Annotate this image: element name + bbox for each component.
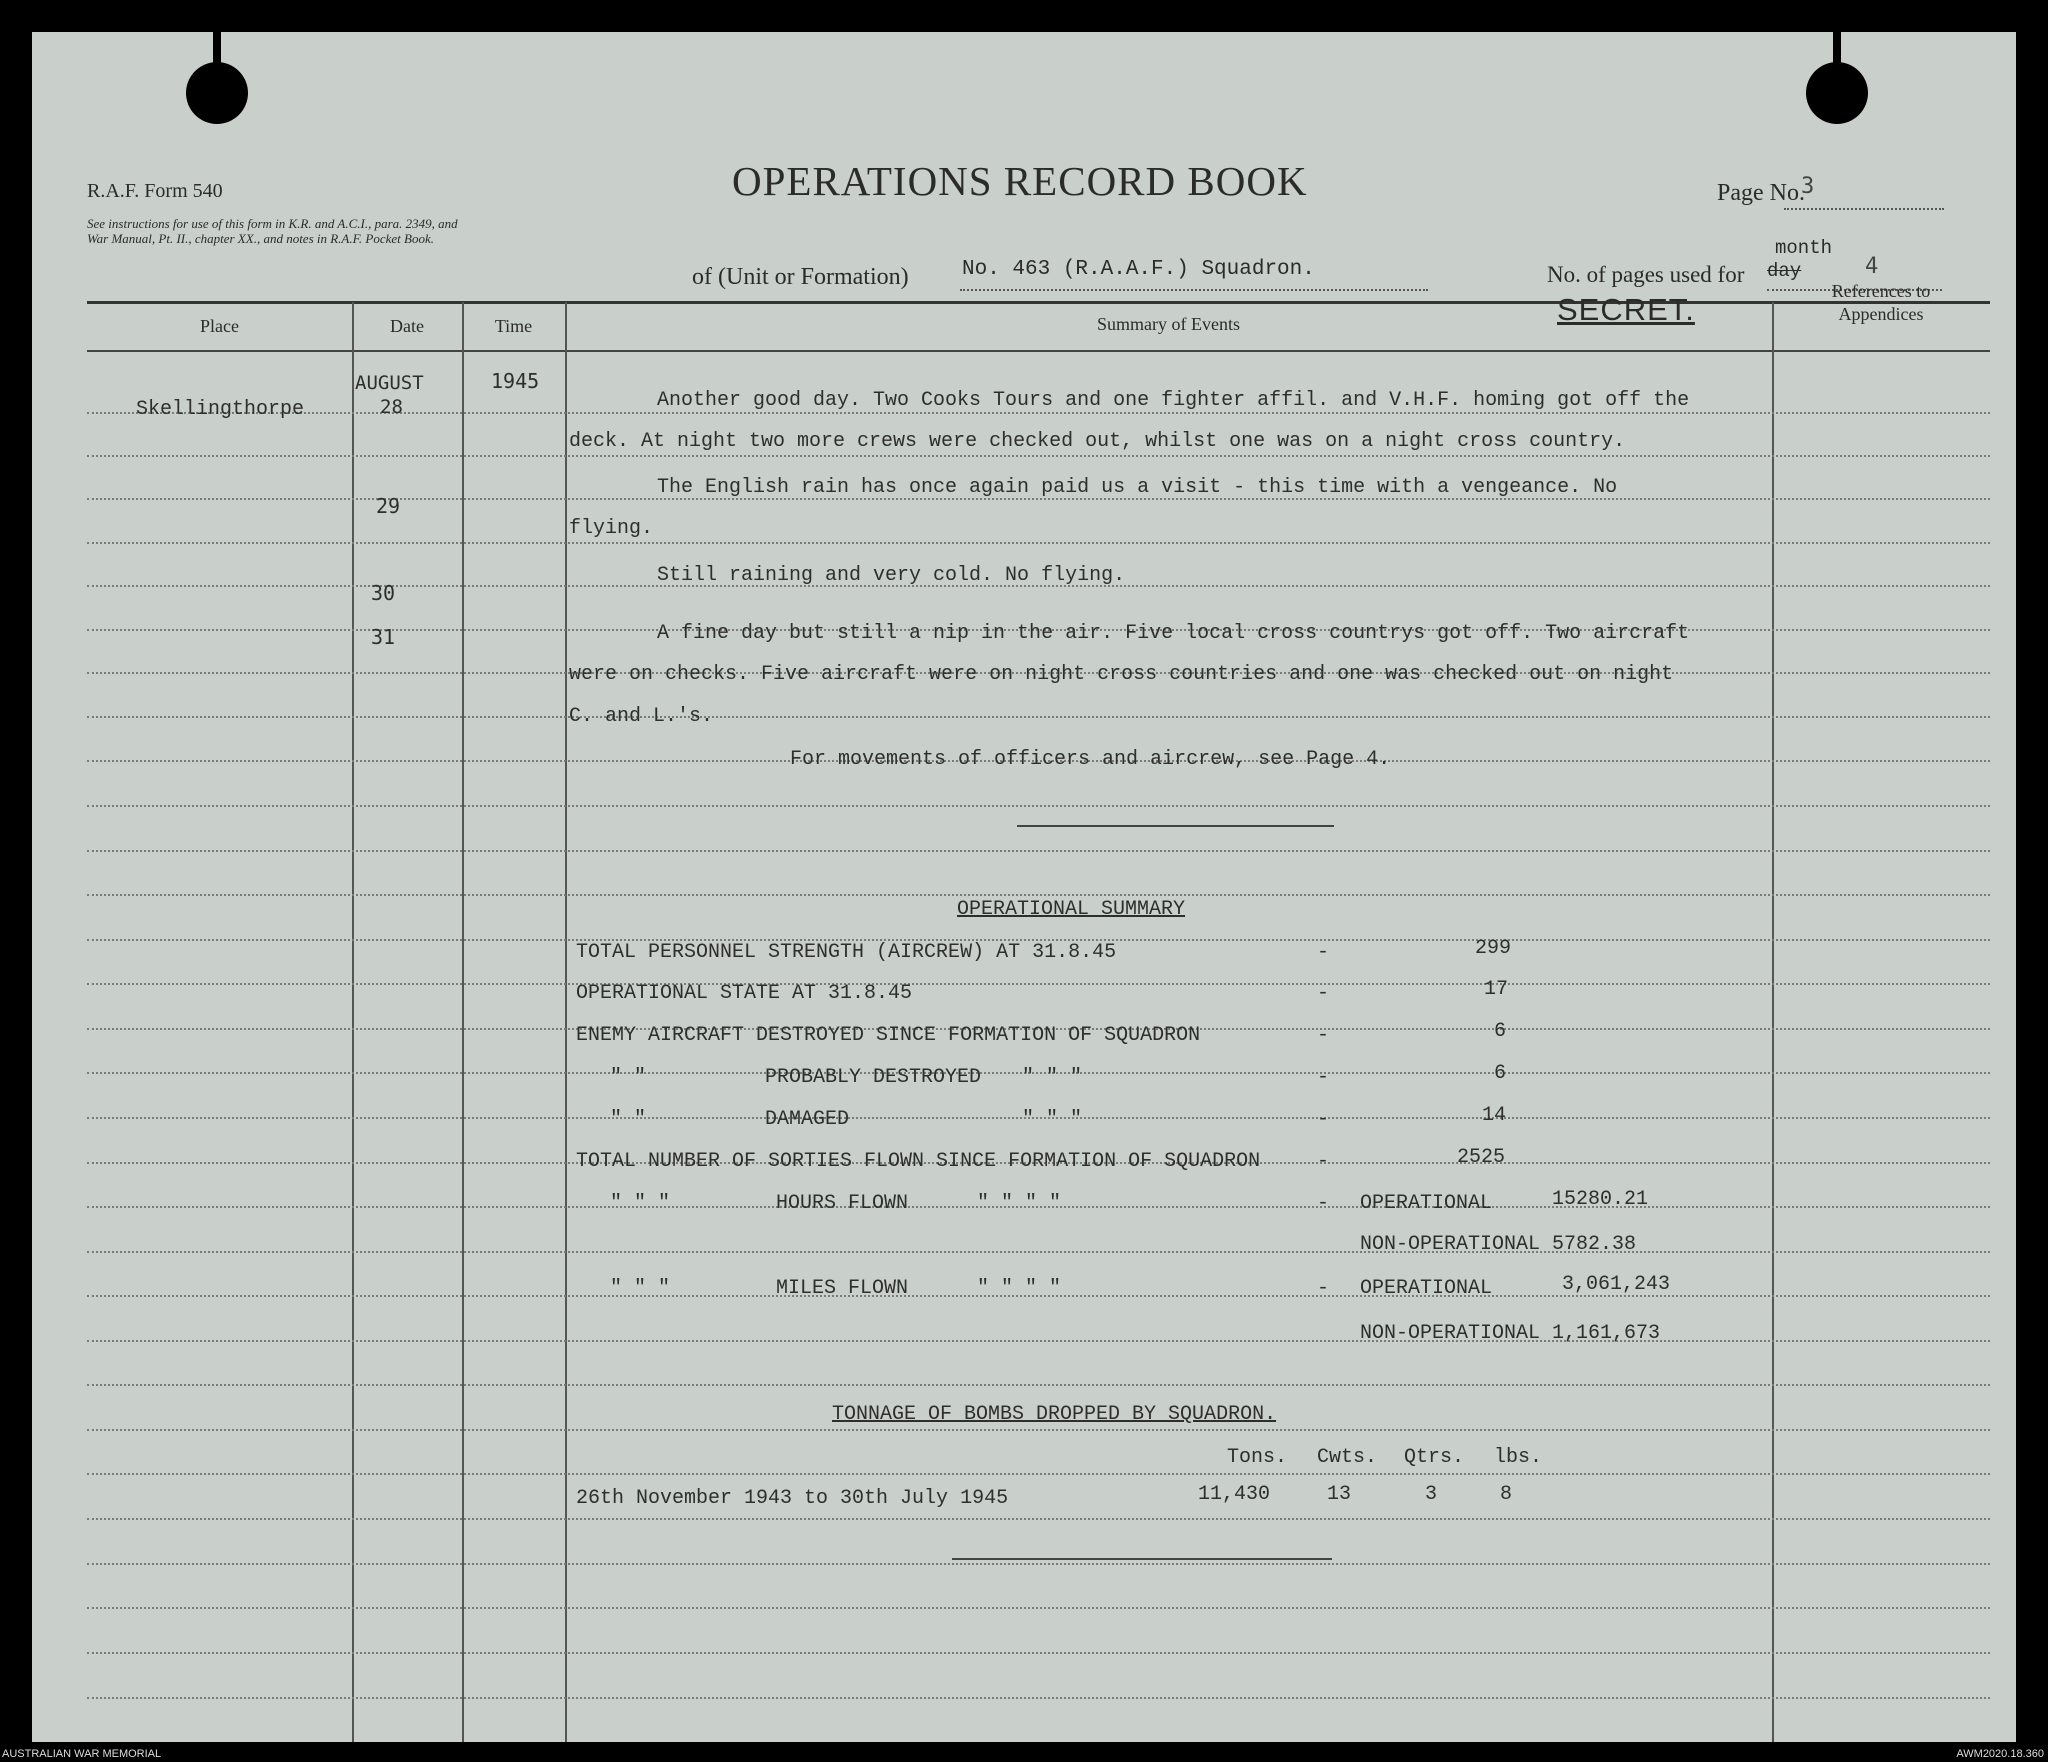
ruled-line	[87, 850, 1990, 852]
footer-accession: AWM2020.18.360	[1956, 1748, 2044, 1760]
event-line: For movements of officers and aircrew, see Page 4.	[790, 748, 1391, 771]
bombs-qtrs: 3	[1425, 1483, 1438, 1506]
summary-ditto: " " "	[1022, 1066, 1083, 1089]
bombs-column-lbs: lbs.	[1494, 1446, 1543, 1469]
ruled-line	[87, 1384, 1990, 1386]
ruled-line	[87, 455, 1990, 457]
summary-label: TOTAL PERSONNEL STRENGTH (AIRCREW) AT 31.8.45	[576, 941, 1117, 964]
summary-category: NON-OPERATIONAL	[1360, 1233, 1541, 1256]
binder-hole-tab	[1833, 32, 1841, 64]
summary-dash: -	[1317, 941, 1330, 964]
event-line: C. and L.'s.	[569, 705, 714, 728]
summary-ditto: " " "	[1022, 1108, 1083, 1131]
pages-used-month: month	[1775, 237, 1833, 259]
ruled-line	[87, 1429, 1990, 1431]
column-divider	[565, 302, 567, 1742]
summary-label: HOURS FLOWN	[776, 1192, 909, 1215]
summary-ditto: " " "	[610, 1192, 671, 1215]
summary-value: 2525	[1457, 1146, 1506, 1169]
entry-year: 1945	[491, 369, 540, 393]
summary-dash: -	[1317, 1150, 1330, 1173]
summary-label: MILES FLOWN	[776, 1277, 909, 1300]
unit-value: No. 463 (R.A.A.F.) Squadron.	[962, 258, 1315, 281]
section-rule	[952, 1558, 1332, 1560]
summary-value: 15280.21	[1552, 1188, 1649, 1211]
event-line: were on checks. Five aircraft were on night cross countries and one was checked out on night	[569, 663, 1674, 686]
page-number-value: 3	[1801, 174, 1815, 199]
table-top-rule	[87, 301, 1990, 304]
summary-ditto: " " " "	[977, 1277, 1062, 1300]
summary-dash: -	[1317, 1192, 1330, 1215]
event-line: deck. At night two more crews were checked out, whilst one was on a night cross country.	[569, 430, 1626, 453]
summary-value: 5782.38	[1552, 1233, 1637, 1256]
summary-ditto: " "	[610, 1108, 647, 1131]
column-divider	[462, 302, 464, 1742]
column-divider	[1772, 302, 1774, 1742]
ruled-line	[87, 1340, 1990, 1342]
column-header-summary: Summary of Events	[1097, 314, 1240, 334]
unit-label: of (Unit or Formation)	[692, 264, 909, 290]
event-line: Still raining and very cold. No flying.	[657, 564, 1126, 587]
entry-date: 31	[371, 625, 396, 649]
ruled-line	[87, 1473, 1990, 1475]
page-number-line	[1784, 208, 1944, 210]
column-header-date: Date	[390, 316, 424, 336]
unit-line	[960, 289, 1428, 291]
bombs-cwts: 13	[1327, 1483, 1352, 1506]
table-header-rule	[87, 350, 1990, 352]
entry-date: 30	[371, 581, 396, 605]
summary-value: 14	[1482, 1104, 1507, 1127]
ruled-line	[87, 1563, 1990, 1565]
summary-dash: -	[1317, 1108, 1330, 1131]
summary-dash: -	[1317, 1277, 1330, 1300]
bombs-column-tons: Tons.	[1227, 1446, 1288, 1469]
ruled-line	[87, 983, 1990, 985]
bombs-period: 26th November 1943 to 30th July 1945	[576, 1487, 1009, 1510]
column-divider	[352, 302, 354, 1742]
ruled-line	[87, 1251, 1990, 1253]
summary-label: OPERATIONAL STATE AT 31.8.45	[576, 982, 913, 1005]
summary-category: OPERATIONAL	[1360, 1192, 1493, 1215]
pages-used-day: day	[1767, 260, 1802, 282]
bombs-column-qtrs: Qtrs.	[1404, 1446, 1465, 1469]
ruled-line	[87, 805, 1990, 807]
column-header-references: References to Appendices	[1831, 281, 1931, 324]
summary-category: OPERATIONAL	[1360, 1277, 1493, 1300]
column-header-place: Place	[200, 316, 239, 336]
place-value: Skellingthorpe	[136, 398, 305, 421]
event-line: flying.	[569, 517, 654, 540]
binder-hole	[186, 62, 248, 124]
summary-ditto: " "	[610, 1066, 647, 1089]
ruled-line	[87, 1697, 1990, 1699]
section-rule	[1017, 825, 1334, 827]
ruled-line	[87, 1518, 1990, 1520]
summary-value: 1,161,673	[1552, 1322, 1661, 1345]
ruled-line	[87, 1652, 1990, 1654]
summary-ditto: " " " "	[977, 1192, 1062, 1215]
summary-heading: OPERATIONAL SUMMARY	[957, 898, 1186, 921]
summary-category: NON-OPERATIONAL	[1360, 1322, 1541, 1345]
form-instructions: See instructions for use of this form in K.R. and A.C.I., para. 2349, and War Manual, Pt. II., chapter XX., and notes in R.A.F. Pocket Book.	[87, 216, 458, 246]
record-sheet	[32, 32, 2016, 1742]
entry-date: 29	[376, 494, 401, 518]
summary-ditto: " " "	[610, 1277, 671, 1300]
summary-value: 3,061,243	[1562, 1273, 1671, 1296]
summary-value: 6	[1494, 1062, 1507, 1085]
summary-label: TOTAL NUMBER OF SORTIES FLOWN SINCE FORMATION OF SQUADRON	[576, 1150, 1261, 1173]
event-line: The English rain has once again paid us a visit - this time with a vengeance. No	[657, 476, 1618, 499]
summary-dash: -	[1317, 1024, 1330, 1047]
ruled-line	[87, 894, 1990, 896]
summary-dash: -	[1317, 1066, 1330, 1089]
event-line: Another good day. Two Cooks Tours and one fighter affil. and V.H.F. homing got off the	[657, 389, 1690, 412]
summary-label: PROBABLY DESTROYED	[765, 1066, 982, 1089]
entry-date: 28	[380, 396, 403, 418]
ruled-line	[87, 542, 1990, 544]
pages-used-label: No. of pages used for	[1547, 262, 1745, 287]
column-header-time: Time	[494, 316, 533, 336]
pages-used-value: 4	[1865, 254, 1879, 279]
summary-value: 6	[1494, 1020, 1507, 1043]
entry-month: AUGUST	[355, 372, 424, 394]
bombs-heading: TONNAGE OF BOMBS DROPPED BY SQUADRON.	[832, 1403, 1277, 1426]
bombs-tons: 11,430	[1198, 1483, 1271, 1506]
page-number-label: Page No.	[1717, 180, 1805, 206]
event-line: A fine day but still a nip in the air. Five local cross countrys got off. Two aircraft	[657, 622, 1690, 645]
bombs-column-cwts: Cwts.	[1317, 1446, 1378, 1469]
ruled-line	[87, 412, 1990, 414]
document-title: OPERATIONS RECORD BOOK	[732, 158, 1308, 204]
ruled-line	[87, 1607, 1990, 1609]
classification-stamp: SECRET.	[1557, 292, 1695, 327]
summary-value: 299	[1475, 937, 1512, 960]
bombs-lbs: 8	[1500, 1483, 1513, 1506]
form-number: R.A.F. Form 540	[87, 180, 223, 202]
summary-label: DAMAGED	[765, 1108, 850, 1131]
binder-hole	[1806, 62, 1868, 124]
summary-value: 17	[1484, 978, 1509, 1001]
summary-dash: -	[1317, 982, 1330, 1005]
binder-hole-tab	[213, 32, 221, 64]
summary-label: ENEMY AIRCRAFT DESTROYED SINCE FORMATION OF SQUADRON	[576, 1024, 1201, 1047]
footer-institution: AUSTRALIAN WAR MEMORIAL	[2, 1748, 162, 1760]
ruled-line	[87, 716, 1990, 718]
